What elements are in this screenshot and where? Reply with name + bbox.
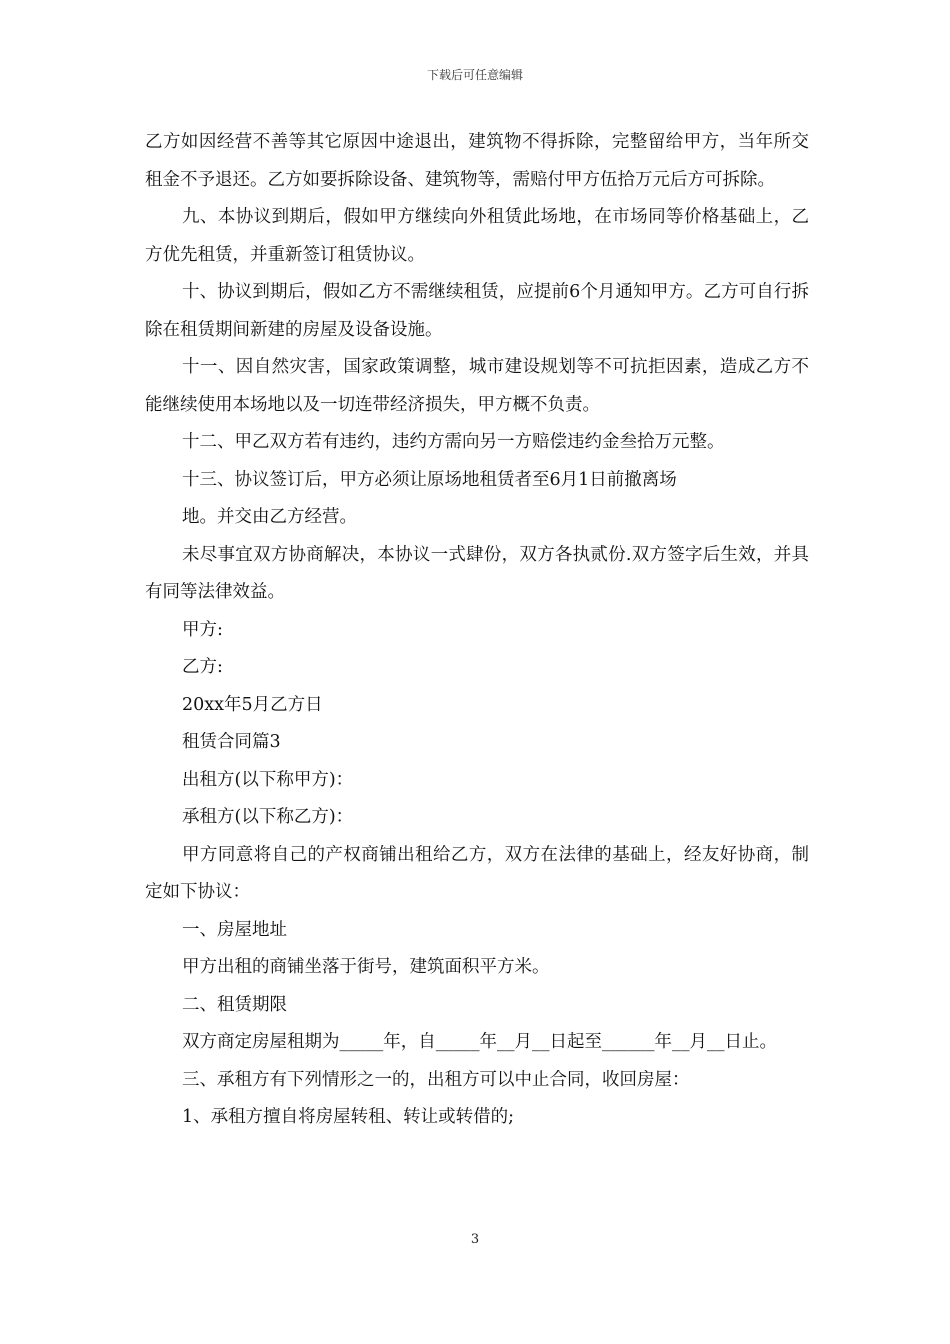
paragraph: 一、房屋地址 xyxy=(182,919,287,940)
paragraph: 租赁合同篇3 xyxy=(182,732,281,752)
paragraph: 地。并交由乙方经营。 xyxy=(182,507,357,527)
paragraph: 十二、甲乙双方若有违约，违约方需向另一方赔偿违约金叁拾万元整。 xyxy=(182,432,725,452)
paragraph: 二、租赁期限 xyxy=(182,994,287,1015)
paragraph: 20xx年5月乙方日 xyxy=(182,694,323,715)
page-header-note: 下载后可任意编辑 xyxy=(426,68,523,82)
paragraph: 甲方同意将自己的产权商铺出租给乙方，双方在法律的基础上，经友好协商，制定如下协议： xyxy=(145,844,809,902)
paragraph: 乙方如因经营不善等其它原因中途退出，建筑物不得拆除，完整留给甲方，当年所交租金不予退还。乙方如要拆除设备、建筑物等，需赔付甲方伍拾万元后方可拆除。 xyxy=(145,132,809,190)
paragraph: 出租方(以下称甲方)： xyxy=(182,769,354,790)
paragraph: 乙方: xyxy=(182,657,223,677)
paragraph: 未尽事宜双方协商解决，本协议一式肆份，双方各执贰份.双方签字后生效，并具有同等法律效益。 xyxy=(145,544,809,602)
document-body xyxy=(145,124,809,1137)
paragraph: 十一、因自然灾害，国家政策调整，城市建设规划等不可抗拒因素，造成乙方不能继续使用本场地以及一切连带经济损失，甲方概不负责。 xyxy=(145,357,809,415)
paragraph: 甲方出租的商铺坐落于街号，建筑面积平方米。 xyxy=(182,957,550,977)
paragraph: 九、本协议到期后，假如甲方继续向外租赁此场地，在市场同等价格基础上，乙方优先租赁，并重新签订租赁协议。 xyxy=(145,207,809,265)
paragraph: 三、承租方有下列情形之一的，出租方可以中止合同，收回房屋： xyxy=(182,1069,690,1090)
paragraph: 十三、协议签订后，甲方必须让原场地租赁者至6月1日前撤离场 xyxy=(182,469,677,490)
page-number: 3 xyxy=(470,1232,480,1247)
paragraph: 1、承租方擅自将房屋转租、转让或转借的; xyxy=(182,1107,515,1127)
paragraph: 十、协议到期后，假如乙方不需继续租赁，应提前6个月通知甲方。乙方可自行拆除在租赁期间新建的房屋及设备设施。 xyxy=(145,282,809,340)
paragraph: 承租方(以下称乙方)： xyxy=(182,807,354,827)
paragraph: 甲方: xyxy=(182,619,223,640)
paragraph: 双方商定房屋租期为_____年，自_____年__月__日起至______年__月__日止。 xyxy=(182,1032,777,1052)
